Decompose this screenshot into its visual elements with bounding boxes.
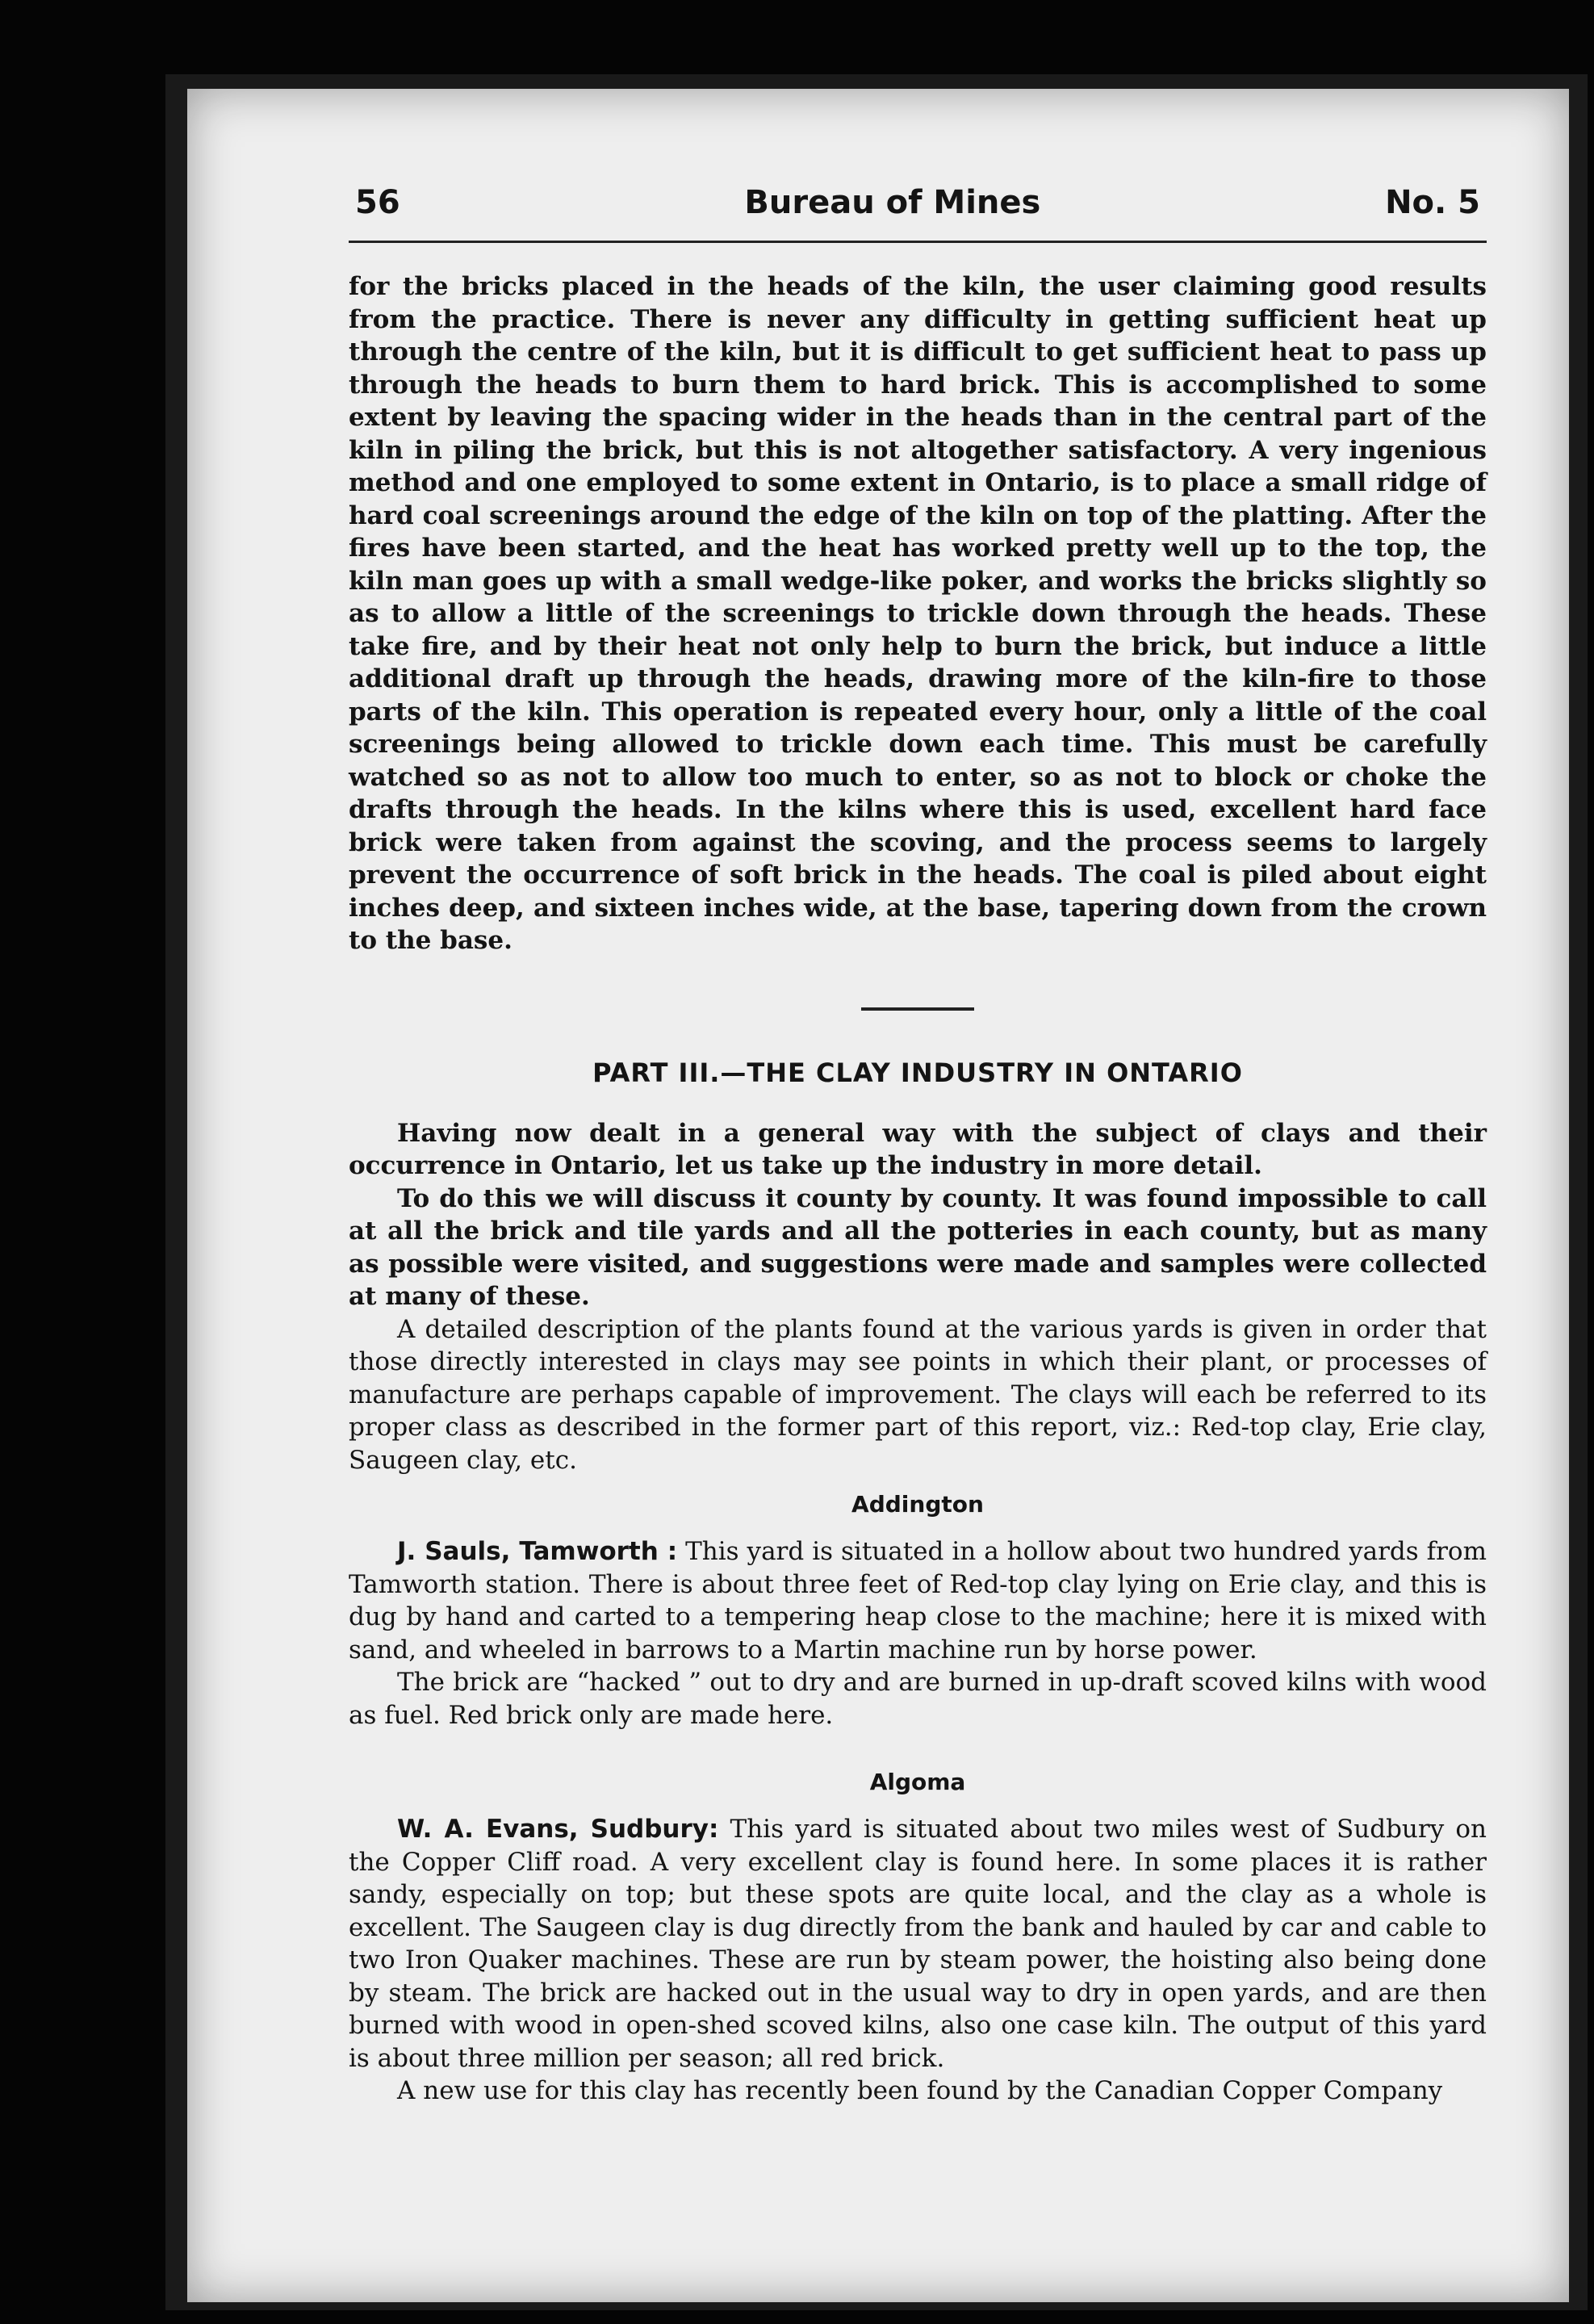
issue-number: No. 5 <box>1385 184 1480 221</box>
spacer <box>349 1731 1487 1754</box>
section-divider <box>861 1007 974 1011</box>
running-header <box>349 184 1487 221</box>
county-heading-addington: Addington <box>851 1491 984 1518</box>
entry-text-sauls: This yard is situated in a hollow about two hundred yards from Tamworth station. There is about three feet of Red-top clay lying on Erie clay, and this is dug by hand and carted to a tempering heap close to the machine; here it is mixed with sand, and wheeled in barrows to a Martin machine run by horse power. <box>349 1537 1487 1664</box>
entry-addington <box>349 1535 1487 1666</box>
county-heading-algoma: Algoma <box>869 1769 966 1795</box>
part-paragraph-1: Having now dealt in a general way with the subject of clays and their occurrence in Ontario, let us take up the industry in more detail. <box>349 1118 1487 1180</box>
entry-name-sauls: J. Sauls, Tamworth : <box>397 1537 678 1566</box>
entry-algoma <box>349 1813 1487 2075</box>
document-page <box>187 89 1569 2302</box>
entry-text-evans: This yard is situated about two miles west of Sudbury on the Copper Cliff road. A very excellent clay is found here. In some places it is rather sandy, especially on top; but these spots are quite local, and the clay as a whole is excellent. The Saugeen clay is dug directly from the bank and hauled by car and cable to two Iron Quaker machines. These are run by steam power, the hoisting also being done by steam. The brick are hacked out in the usual way to dry in open yards, and are then burned with wood in open-shed scoved kilns, also one case kiln. The output of this yard is about three million per season; all red brick. <box>349 1815 1487 2073</box>
header-rule <box>349 241 1487 243</box>
running-title: Bureau of Mines <box>744 184 1041 221</box>
page-number: 56 <box>355 184 400 221</box>
part-paragraph-3: A detailed description of the plants found at the various yards is given in order that those directly interested in clays may see points in which their plant, or processes of manufacture are perhaps capable of improvement. The clays will each be referred to its proper class as described in the former part of this report, viz.: Red-top clay, Erie clay, Saugeen clay, etc. <box>349 1314 1487 1475</box>
entry-name-evans: W. A. Evans, Sudbury: <box>397 1815 719 1844</box>
intro-paragraph: for the bricks placed in the heads of the kiln, the user claiming good results from the practice. There is never any difficulty in getting sufficient heat up through the centre of the kiln, but it is difficult to get sufficient heat to pass up through the heads to burn them to hard brick. This is accomplished to some extent by leaving the spacing wider in the heads than in the central part of the kiln in piling the brick, but this is not altogether satisfactory. A very ingenious method and one employed to some extent in Ontario, is to place a small ridge of hard coal screenings around the edge of the kiln on top of the platting. After the fires have been started, and the heat has worked pretty well up to the top, the kiln man goes up with a small wedge-like poker, and works the bricks slightly so as to allow a little of the screenings to trickle down through the heads. These take fire, and by their heat not only help to burn the brick, but induce a little additional draft up through the heads, drawing more of the kiln-fire to those parts of the kiln. This operation is repeated every hour, only a little of the coal screenings being allowed to trickle down each time. This must be carefully watched so as not to allow too much to enter, so as not to block or choke the drafts through the heads. In the kilns where this is used, excellent hard face brick were taken from against the scoving, and the process seems to largely prevent the occurrence of soft brick in the heads. The coal is piled about eight inches deep, and sixteen inches wide, at the base, tapering down from the crown to the base. <box>349 272 1487 955</box>
part-heading: PART III.—THE CLAY INDUSTRY IN ONTARIO <box>592 1057 1243 1088</box>
page-content <box>349 184 1487 2108</box>
entry-addington-para2: The brick are “hacked ” out to dry and are burned in up-draft scoved kilns with wood as fuel. Red brick only are made here. <box>349 1668 1487 1730</box>
part-paragraph-2: To do this we will discuss it county by county. It was found impossible to call at all the brick and tile yards and all the potteries in each county, but as many as possible were visited, and suggestions were made and samples were collected at many of these. <box>349 1183 1487 1311</box>
entry-algoma-para2: A new use for this clay has recently been found by the Canadian Copper Company <box>397 2076 1443 2105</box>
